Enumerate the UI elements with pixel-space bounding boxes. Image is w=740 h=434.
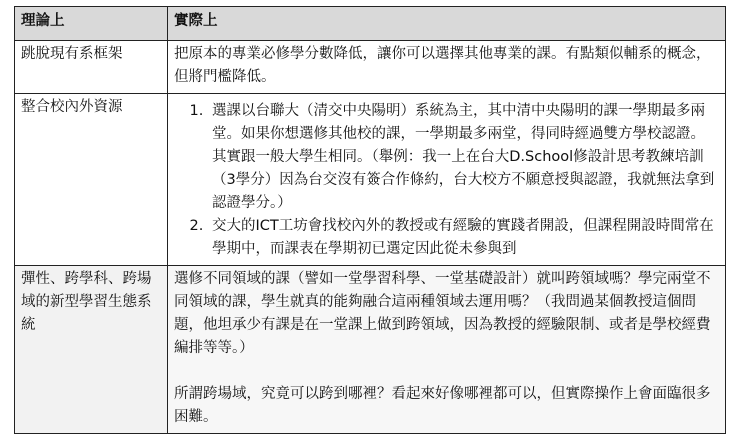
table-row <box>15 41 726 94</box>
table-row <box>15 94 726 266</box>
header-row <box>15 7 726 41</box>
numbered-list <box>174 100 719 261</box>
row-text: 把原本的專業必修學分數降低，讓你可以選擇其他專業的課。有點類似輔系的概念，但將門檻降低。 <box>168 41 726 94</box>
header-theory: 理論上 <box>15 7 168 41</box>
row-label: 整合校內外資源 <box>15 94 168 266</box>
list-item: 1. 選課以台聯大（清交中央陽明）系統為主，其中清中央陽明的課一學期最多兩堂。如果你想選修其他校的課，一學期最多兩堂，得同時經過雙方學校認證。其實跟一般大學生相同。（舉例：我一上在台大D.School修設計思考教練培訓（3學分）因為台交沒有簽合作條約，台大校方不願意授與認證，我就無法拿到認證學分。） <box>208 100 719 215</box>
comparison-table <box>14 6 726 434</box>
row-label: 彈性、跨學科、跨場域的新型學習生態系統 <box>15 266 168 434</box>
paragraph: 選修不同領域的課（譬如一堂學習科學、一堂基礎設計）就叫跨領域嗎？學完兩堂不同領域的課，學生就真的能夠融合這兩種領域去運用嗎？（我問過某個教授這個問題，他坦承少有課是在一堂課上做到跨領域，因為教授的經驗限制、或者是學校經費編排等等。） <box>174 271 711 356</box>
header-practice: 實際上 <box>168 7 726 41</box>
row-content <box>168 94 726 266</box>
table-row <box>15 266 726 434</box>
paragraph: 所謂跨場域，究竟可以跨到哪裡？看起來好像哪裡都可以，但實際操作上會面臨很多困難。 <box>174 386 711 425</box>
row-label: 跳脫現有系框架 <box>15 41 168 94</box>
list-item: 2. 交大的ICT工坊會找校內外的教授或有經驗的實踐者開設，但課程開設時間常在學期中，而課表在學期初已選定因此從未參與到 <box>208 215 719 261</box>
row-content <box>168 266 726 434</box>
